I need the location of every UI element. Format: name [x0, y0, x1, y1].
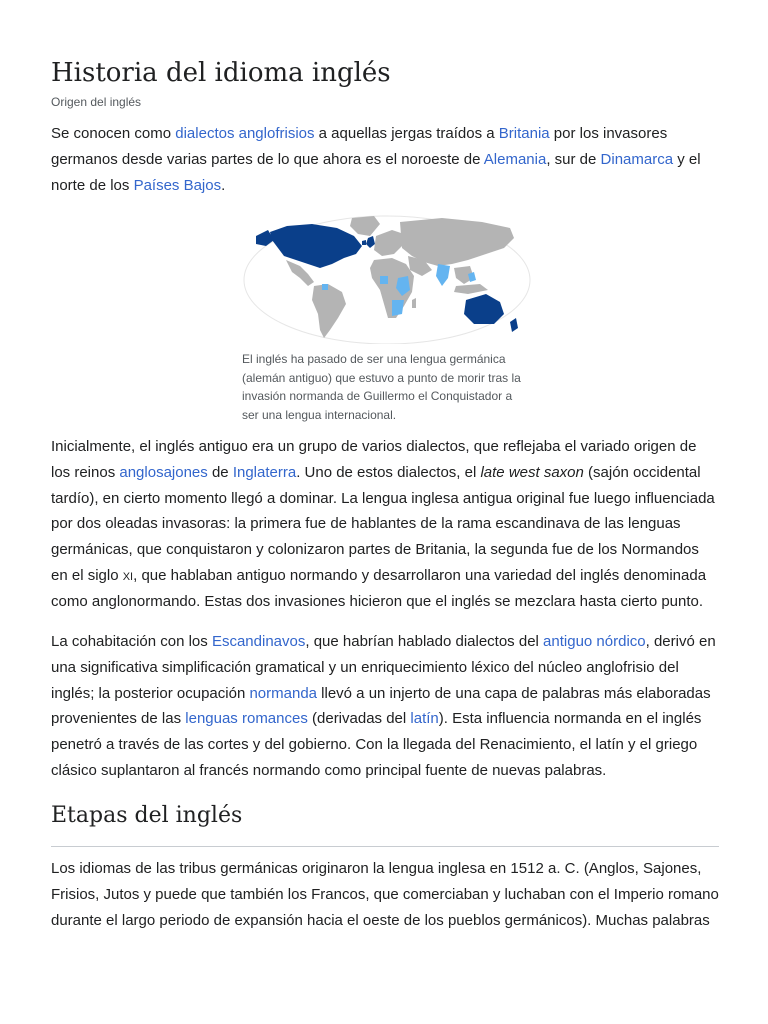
p3-text-6: ). Esta influencia normanda en el inglés penetró a través de las cortes y del gobierno. Con la llegada del Renacimiento, el latín y el griego clásico suplantaron al francés normando como principal fuente de nuevas palabras. — [51, 710, 702, 779]
link-dialectos-anglofrisios[interactable]: dialectos anglofrisios — [175, 125, 315, 142]
link-anglosajones[interactable]: anglosajones — [119, 463, 208, 481]
p3-text-1: La cohabitación con los — [51, 633, 212, 650]
p2-text-5: , que hablaban antiguo normando y desarrollaron una variedad del inglés denominada como anglonormando. Estas dos invasiones hicieron que el inglés se mezclara hasta cierto punto. — [51, 566, 707, 610]
p3-text-4: llevó a un injerto de una capa de palabras más elaboradas provenientes de las — [51, 684, 711, 728]
link-alemania[interactable]: Alemania — [483, 150, 547, 168]
link-normanda[interactable]: normanda — [249, 684, 317, 702]
link-lenguas-romances[interactable]: lenguas romances — [185, 710, 308, 728]
p3-text-5: (derivadas del — [307, 710, 411, 728]
p2-text-3: . Uno de estos dialectos, el — [296, 463, 481, 481]
link-latin[interactable]: latín — [410, 710, 439, 728]
intro-text-1: Se conocen como — [51, 125, 176, 142]
paragraph-inicialmente — [51, 434, 719, 615]
intro-text-2: a aquellas jergas traídos a — [314, 125, 499, 142]
paragraph-etapas: Los idiomas de las tribus germánicas originaron la lengua inglesa en 1512 a. C. (Anglos, Sajones, Frisios, Jutos y puede que también los Francos, que comerciaban y luchaban con el Imperio romano durante el largo periodo de expansión hacia el oeste de los pueblos germánicos). Muchas palabras — [51, 860, 719, 929]
century-xi: xi — [122, 566, 134, 584]
intro-text-3: por los invasores germanos desde varias partes de lo que ahora es el noroeste de — [51, 125, 668, 168]
intro-text-4: , sur de — [546, 150, 601, 168]
link-paises-bajos[interactable]: Países Bajos — [133, 176, 222, 194]
term-late-west-saxon: late west saxon — [480, 463, 584, 481]
p3-text-2: , que habrían hablado dialectos del — [305, 633, 544, 650]
p2-text-1: Inicialmente, el inglés antiguo era un grupo de varios dialectos, que reflejaba el variado origen de los reinos — [51, 438, 697, 481]
link-escandinavos[interactable]: Escandinavos — [211, 633, 306, 650]
world-map-image[interactable] — [242, 214, 532, 344]
map-nigeria — [380, 276, 388, 284]
figure-caption: El inglés ha pasado de ser una lengua germánica (alemán antiguo) que estuvo a punto de morir tras la invasión normanda de Guillermo el Conquistador a ser una lengua internacional. — [242, 352, 521, 422]
intro-text-6: . — [221, 176, 226, 194]
section-divider — [51, 846, 719, 847]
link-dinamarca[interactable]: Dinamarca — [600, 150, 674, 168]
page-title: Historia del idioma inglés — [51, 58, 391, 88]
p2-text-2: de — [207, 463, 233, 481]
section-heading-etapas: Etapas del inglés — [51, 803, 243, 828]
intro-paragraph — [51, 121, 719, 198]
paragraph-cohabitacion — [51, 629, 719, 784]
page-subtitle: Origen del inglés — [51, 95, 142, 109]
map-guyana — [322, 284, 328, 290]
intro-text-5: y el norte de los — [51, 150, 701, 194]
map-new-zealand — [510, 318, 518, 332]
link-inglaterra[interactable]: Inglaterra — [232, 463, 297, 481]
link-britania[interactable]: Britania — [498, 125, 550, 142]
link-antiguo-nordico[interactable]: antiguo nórdico — [543, 633, 646, 650]
p3-text-3: , derivó en una significativa simplificación gramatical y un enriquecimiento léxico del núcleo anglofrisio del inglés; la posterior ocupación — [51, 633, 716, 702]
p2-text-4: (sajón occidental tardío), en cierto momento llegó a dominar. La lengua inglesa antigua original fue luego influenciada por dos oleadas invasoras: la primera fue de hablantes de la rama escandinava de las lenguas germánicas, que conquistaron y colonizaron partes de Britania, la segunda fue de los Normandos en el siglo — [51, 463, 715, 584]
world-map-figure — [242, 214, 532, 422]
